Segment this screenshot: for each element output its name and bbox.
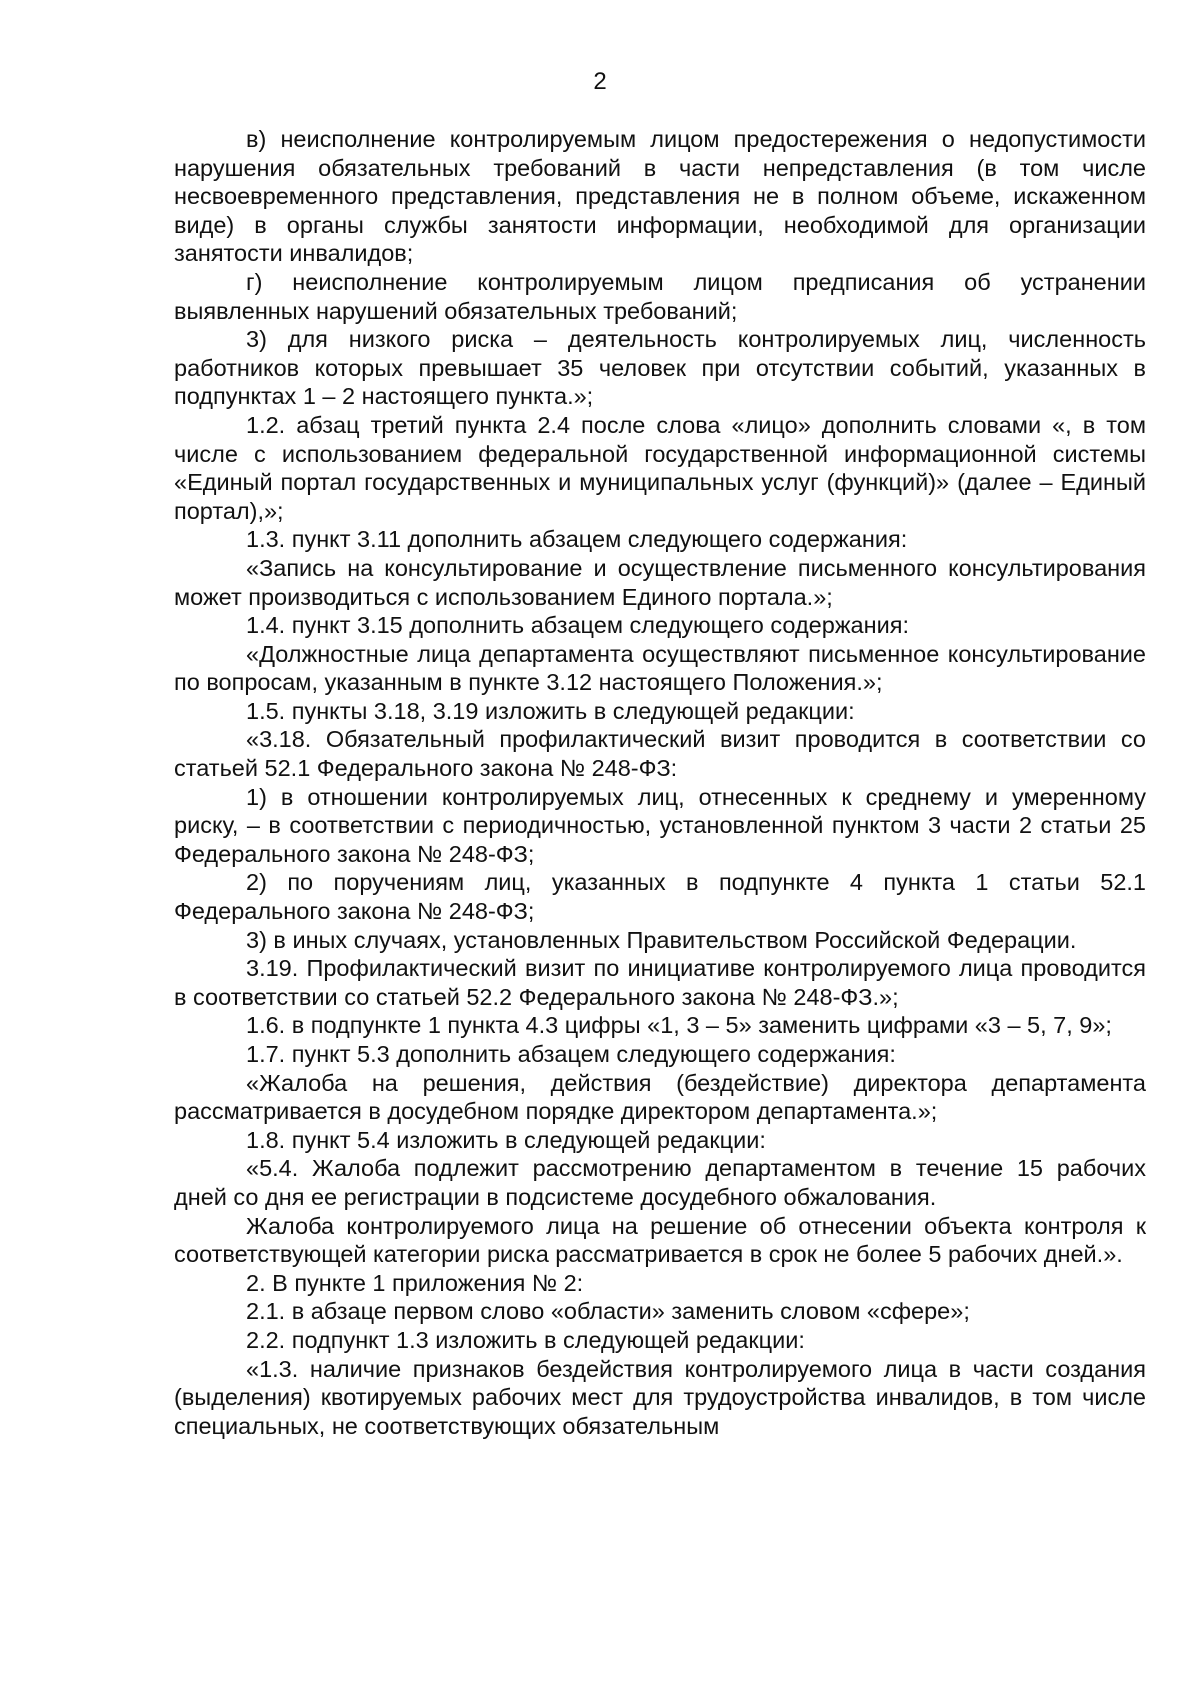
paragraph-2: 2. В пункте 1 приложения № 2: bbox=[246, 1269, 584, 1296]
paragraph-complaint-director: «Жалоба на решения, действия (бездействие) директора департамента рассматривается в досудебном порядке директором департамента.»; bbox=[174, 1069, 1146, 1125]
paragraph-1-6: 1.6. в подпункте 1 пункта 4.3 цифры «1, 3 – 5» заменить цифрами «3 – 5, 7, 9»; bbox=[246, 1012, 1112, 1039]
document-body bbox=[174, 125, 1146, 1440]
paragraph-consulting-record: «Запись на консультирование и осуществление письменного консультирования может производиться с использованием Единого портала.»; bbox=[174, 554, 1146, 610]
paragraph-3-18-item-2: 2) по поручениям лиц, указанных в подпункте 4 пункта 1 статьи 52.1 Федерального закона № 248-ФЗ; bbox=[174, 869, 1146, 925]
paragraph-v-nonexecution-warning: в) неисполнение контролируемым лицом предостережения о недопустимости нарушения обязательных требований в части непредставления (в том числе несвоевременного представления, представления не в полном объеме, искаженном виде) в органы службы занятости информации, необходимой для организации занятости инвалидов; bbox=[174, 126, 1146, 267]
paragraph-2-2: 2.2. подпункт 1.3 изложить в следующей редакции: bbox=[246, 1326, 805, 1353]
paragraph-2-1: 2.1. в абзаце первом слово «области» заменить словом «сфере»; bbox=[246, 1298, 970, 1325]
paragraph-low-risk: 3) для низкого риска – деятельность контролируемых лиц, численность работников которых превышает 35 человек при отсутствии событий, указанных в подпунктах 1 – 2 настоящего пункта.»; bbox=[174, 326, 1146, 410]
paragraph-1-8: 1.8. пункт 5.4 изложить в следующей редакции: bbox=[246, 1126, 766, 1153]
paragraph-1-3-quota: «1.3. наличие признаков бездействия контролируемого лица в части создания (выделения) квотируемых рабочих мест для трудоустройства инвалидов, в том числе специальных, не соответствующих обязательным bbox=[174, 1355, 1146, 1439]
paragraph-1-2: 1.2. абзац третий пункта 2.4 после слова «лицо» дополнить словами «, в том числе с использованием федеральной государственной информационной системы «Единый портал государственных и муниципальных услуг (функций)» (далее – Единый портал),»; bbox=[174, 411, 1146, 524]
paragraph-5-4: «5.4. Жалоба подлежит рассмотрению департаментом в течение 15 рабочих дней со дня ее регистрации в подсистеме досудебного обжалования. bbox=[174, 1155, 1146, 1210]
paragraph-1-3: 1.3. пункт 3.11 дополнить абзацем следующего содержания: bbox=[246, 526, 908, 553]
paragraph-1-7: 1.7. пункт 5.3 дополнить абзацем следующего содержания: bbox=[246, 1041, 896, 1067]
paragraph-3-18-item-1: 1) в отношении контролируемых лиц, отнесенных к среднему и умеренному риску, – в соответствии с периодичностью, установленной пунктом 3 части 2 статьи 25 Федерального закона № 248-ФЗ; bbox=[174, 783, 1146, 867]
paragraph-1-5: 1.5. пункты 3.18, 3.19 изложить в следующей редакции: bbox=[246, 697, 855, 724]
paragraph-written-consulting: «Должностные лица департамента осуществляют письменное консультирование по вопросам, указанным в пункте 3.12 настоящего Положения.»; bbox=[174, 640, 1146, 696]
paragraph-3-18-item-3: 3) в иных случаях, установленных Правительством Российской Федерации. bbox=[246, 926, 1077, 953]
paragraph-g-nonexecution-order: г) неисполнение контролируемым лицом предписания об устранении выявленных нарушений обязательных требований; bbox=[174, 268, 1146, 324]
paragraph-3-18: «3.18. Обязательный профилактический визит проводится в соответствии со статьей 52.1 Федерального закона № 248-ФЗ: bbox=[174, 726, 1146, 782]
paragraph-1-4: 1.4. пункт 3.15 дополнить абзацем следующего содержания: bbox=[246, 612, 909, 639]
page-number: 2 bbox=[593, 68, 607, 95]
paragraph-3-19: 3.19. Профилактический визит по инициативе контролируемого лица проводится в соответствии со статьей 52.2 Федерального закона № 248-ФЗ.»; bbox=[174, 955, 1146, 1010]
paragraph-complaint-risk-category: Жалоба контролируемого лица на решение об отнесении объекта контроля к соответствующей категории риска рассматривается в срок не более 5 рабочих дней.». bbox=[174, 1212, 1146, 1268]
